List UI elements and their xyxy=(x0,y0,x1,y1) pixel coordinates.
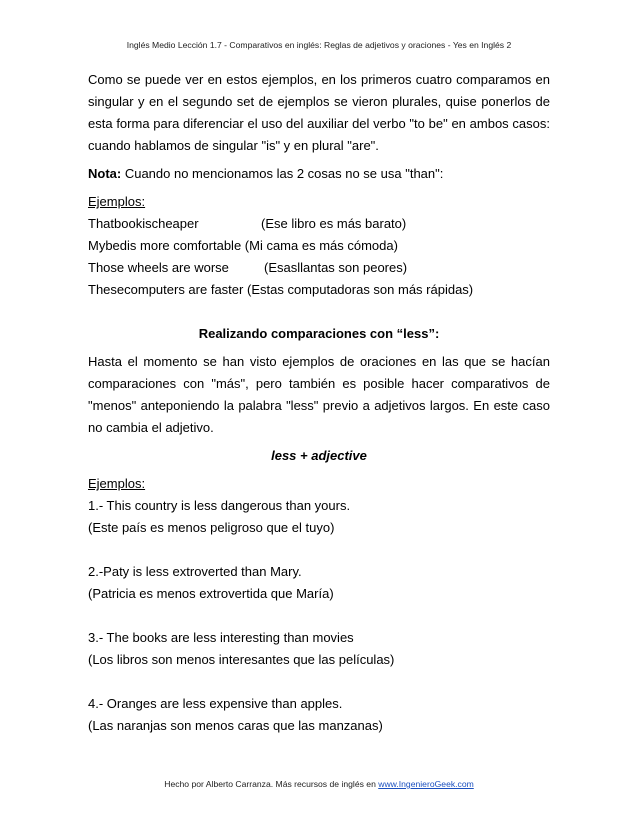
example-english: Thesecomputers are faster xyxy=(88,282,244,297)
examples-list-2 xyxy=(88,473,550,737)
intro-paragraph: Como se puede ver en estos ejemplos, en los primeros cuatro comparamos en singular y en el segundo set de ejemplos se vieron plurales, quise ponerlos de esta forma para diferenciar el uso del auxiliar del verbo "to be" en ambos casos: cuando hablamos de singular "is" y en plural "are". xyxy=(88,72,550,153)
footer-link[interactable]: www.IngenieroGeek.com xyxy=(378,779,474,789)
note-label: Nota: xyxy=(88,166,122,181)
example-row xyxy=(88,213,550,235)
note-line xyxy=(88,163,550,185)
example-english: 3.- The books are less interesting than movies xyxy=(88,630,354,645)
example-english: 2.-Paty is less extroverted than Mary. xyxy=(88,564,302,579)
example-row xyxy=(88,279,550,301)
section-title: Realizando comparaciones con “less”: xyxy=(198,326,440,341)
note-text: Cuando no mencionamos las 2 cosas no se usa "than": xyxy=(121,166,444,181)
list-item xyxy=(88,627,550,671)
example-english: 1.- This country is less dangerous than yours. xyxy=(88,498,351,513)
example-spanish: (Patricia es menos extrovertida que María) xyxy=(88,586,334,601)
example-row xyxy=(88,235,550,257)
example-spanish: (Esasllantas son peores) xyxy=(264,260,408,275)
list-item xyxy=(88,561,550,605)
examples-heading-2: Ejemplos: xyxy=(88,476,146,491)
example-spanish: (Estas computadoras son más rápidas) xyxy=(246,282,474,297)
page-header: Inglés Medio Lección 1.7 - Comparativos en inglés: Reglas de adjetivos y oraciones - Yes en Inglés 2 xyxy=(126,40,512,50)
list-item xyxy=(88,495,550,539)
example-english: Mybedis more comfortable xyxy=(88,238,242,253)
page-footer xyxy=(0,779,638,789)
example-spanish: (Ese libro es más barato) xyxy=(261,216,407,231)
example-english: Thatbookischeaper xyxy=(88,216,199,231)
example-spanish: (Mi cama es más cómoda) xyxy=(244,238,398,253)
example-english: Those wheels are worse xyxy=(88,260,229,275)
section-paragraph: Hasta el momento se han visto ejemplos de oraciones en las que se hacían comparaciones con "más", pero también es posible hacer comparativos de "menos" anteponiendo la palabra "less" previo a adjetivos largos. En este caso no cambia el adjetivo. xyxy=(88,354,550,435)
example-row xyxy=(88,257,550,279)
example-spanish: (Los libros son menos interesantes que las películas) xyxy=(88,652,395,667)
footer-text: Hecho por Alberto Carranza. Más recursos de inglés en xyxy=(164,779,379,789)
examples-list-1 xyxy=(88,191,550,301)
example-spanish: (Este país es menos peligroso que el tuyo) xyxy=(88,520,335,535)
example-spanish: (Las naranjas son menos caras que las manzanas) xyxy=(88,718,383,733)
examples-heading-1: Ejemplos: xyxy=(88,194,146,209)
document-body xyxy=(88,69,550,737)
list-item xyxy=(88,693,550,737)
formula: less + adjective xyxy=(271,448,367,463)
example-english: 4.- Oranges are less expensive than apples. xyxy=(88,696,343,711)
